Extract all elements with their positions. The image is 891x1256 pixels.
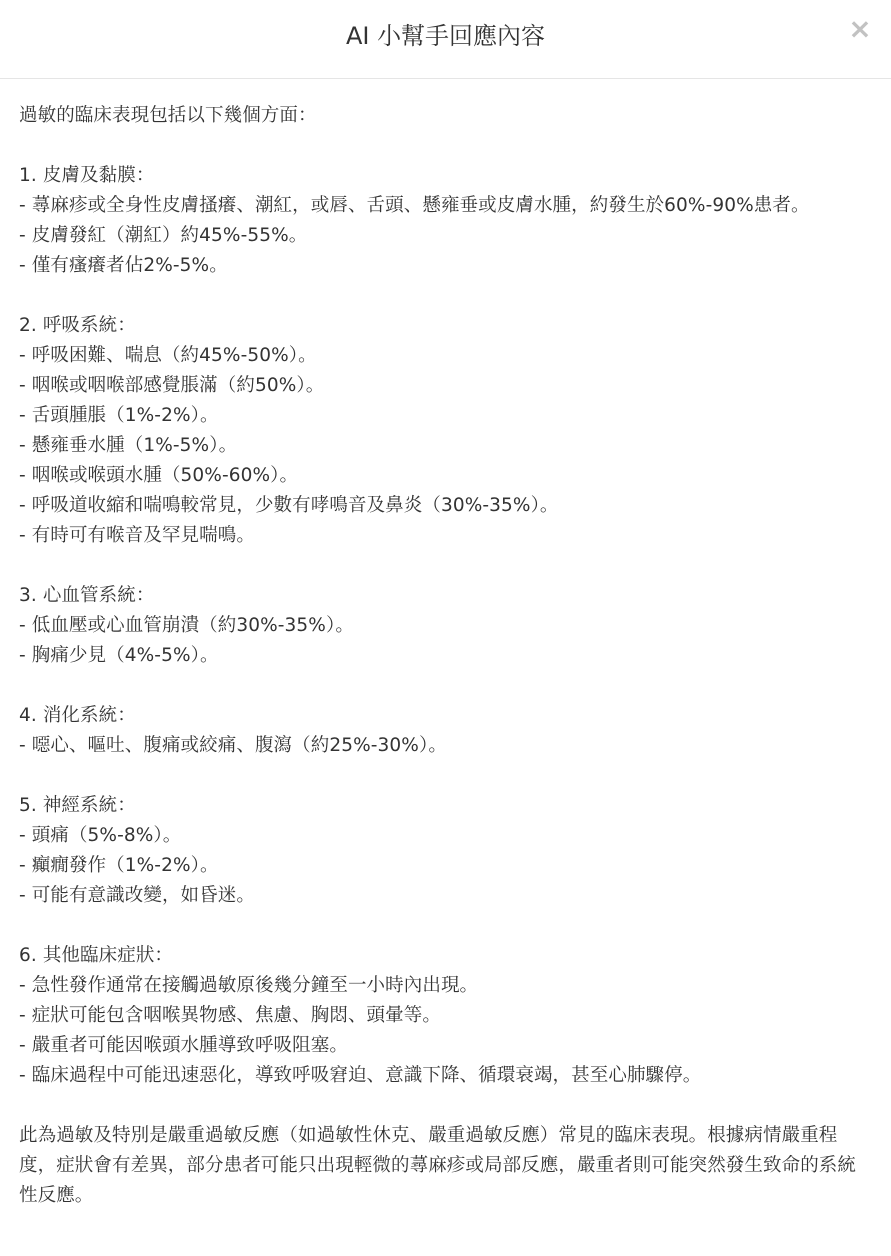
blank-line	[19, 551, 871, 581]
response-line: 2. 呼吸系統：	[19, 315, 136, 336]
response-line: - 皮膚發紅（潮紅）約45%-55%。	[19, 225, 308, 246]
response-line: - 蕁麻疹或全身性皮膚搔癢、潮紅，或唇、舌頭、懸雍垂或皮膚水腫，約發生於60%-90%患者。	[19, 195, 810, 216]
response-line: - 有時可有喉音及罕見喘鳴。	[19, 525, 255, 546]
response-line: 1. 皮膚及黏膜：	[19, 165, 155, 186]
response-line: - 懸雍垂水腫（1%-5%）。	[19, 435, 238, 456]
response-line: 6. 其他臨床症狀：	[19, 945, 174, 966]
response-line: - 噁心、嘔吐、腹痛或絞痛、腹瀉（約25%-30%）。	[19, 735, 447, 756]
response-line: - 胸痛少見（4%-5%）。	[19, 645, 219, 666]
response-line: 此為過敏及特別是嚴重過敏反應（如過敏性休克、嚴重過敏反應）常見的臨床表現。根據病情嚴重程度，症狀會有差異，部分患者可能只出現輕微的蕁麻疹或局部反應，嚴重者則可能突然發生致命的系統性反應。	[19, 1125, 857, 1206]
response-line: - 急性發作通常在接觸過敏原後幾分鐘至一小時內出現。	[19, 975, 479, 996]
response-line: - 僅有瘙癢者佔2%-5%。	[19, 255, 228, 276]
blank-line	[19, 911, 871, 941]
modal-title: AI 小幫手回應內容	[345, 22, 546, 50]
response-line: 4. 消化系統：	[19, 705, 136, 726]
response-line: 5. 神經系統：	[19, 795, 136, 816]
response-line: - 咽喉或咽喉部感覺脹滿（約50%）。	[19, 375, 325, 396]
response-line: 過敏的臨床表現包括以下幾個方面：	[19, 105, 317, 126]
blank-line	[19, 761, 871, 791]
blank-line	[19, 131, 871, 161]
response-line: - 低血壓或心血管崩潰（約30%-35%）。	[19, 615, 354, 636]
response-line: - 可能有意識改變，如昏迷。	[19, 885, 255, 906]
response-line: 3. 心血管系統：	[19, 585, 155, 606]
response-line: - 嚴重者可能因喉頭水腫導致呼吸阻塞。	[19, 1035, 348, 1056]
response-line: - 舌頭腫脹（1%-2%）。	[19, 405, 219, 426]
response-line: - 症狀可能包含咽喉異物感、焦慮、胸悶、頭暈等。	[19, 1005, 441, 1026]
response-line: - 咽喉或喉頭水腫（50%-60%）。	[19, 465, 299, 486]
response-line: - 呼吸道收縮和喘鳴較常見，少數有哮鳴音及鼻炎（30%-35%）。	[19, 495, 559, 516]
response-line: - 呼吸困難、喘息（約45%-50%）。	[19, 345, 317, 366]
blank-line	[19, 671, 871, 701]
response-line: - 癲癇發作（1%-2%）。	[19, 855, 219, 876]
blank-line	[19, 1091, 871, 1121]
blank-line	[19, 281, 871, 311]
response-text	[19, 101, 871, 1211]
close-button[interactable]: ×	[848, 12, 872, 45]
response-line: - 頭痛（5%-8%）。	[19, 825, 182, 846]
response-line: - 臨床過程中可能迅速惡化，導致呼吸窘迫、意識下降、循環衰竭，甚至心肺驟停。	[19, 1065, 702, 1086]
